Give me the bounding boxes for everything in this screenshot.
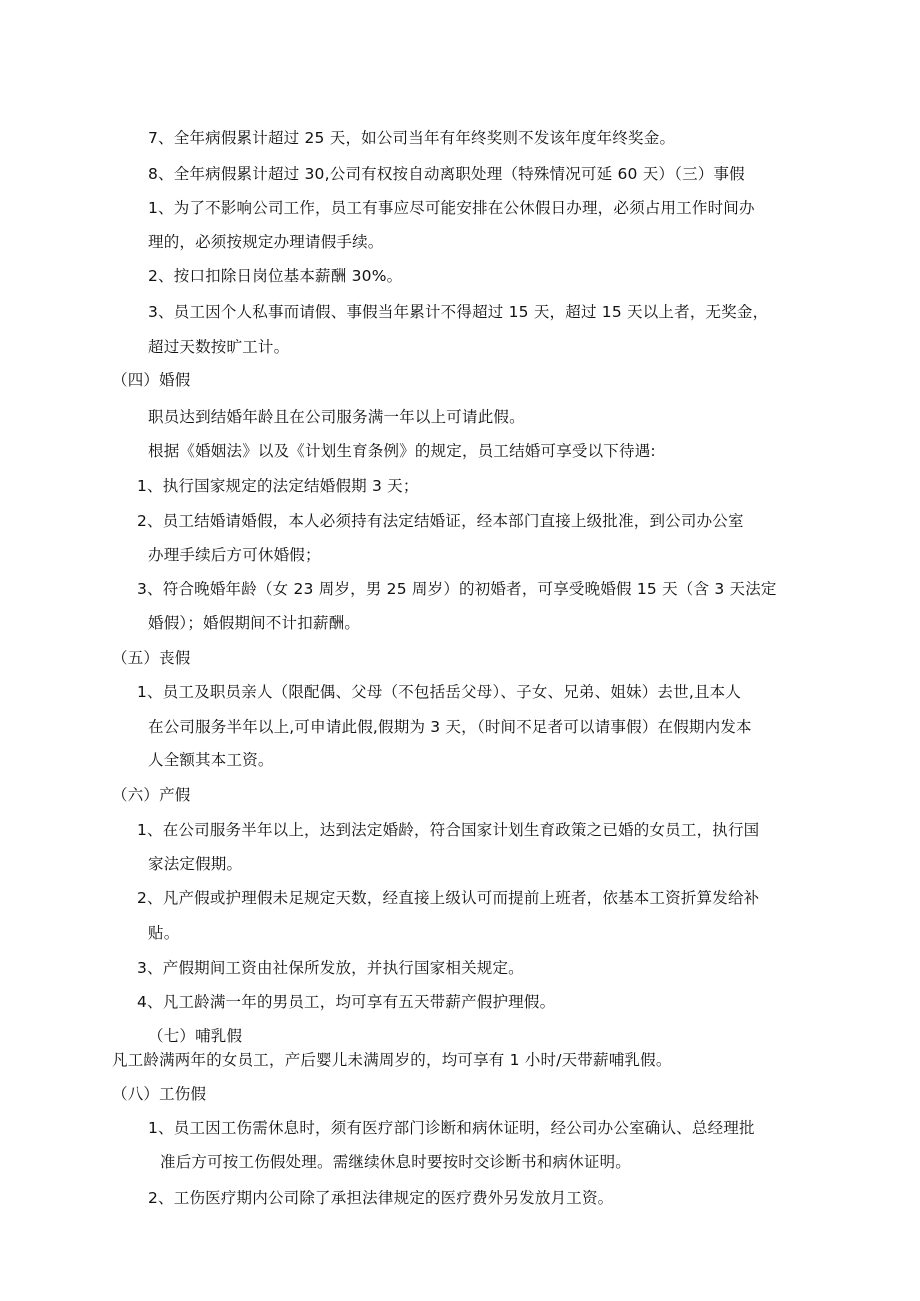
text-line: 超过天数按旷工计。 [148,338,290,356]
text-line: 婚假）；婚假期间不计扣薪酬。 [148,614,361,632]
text-line: 家法定假期。 [148,855,243,873]
text-line: 凡工龄满两年的女员工，产后婴儿未满周岁的，均可享有 1 小时/天带薪哺乳假。 [112,1051,672,1069]
text-line: 3、产假期间工资由社保所发放，并执行国家相关规定。 [137,959,524,977]
text-line: 2、按口扣除日岗位基本薪酬 30%。 [148,267,403,285]
text-line: 8、全年病假累计超过 30,公司有权按自动离职处理（特殊情况可延 60 天）（三）事假 [148,165,745,183]
text-line: 人全额其本工资。 [148,751,274,769]
text-line: 在公司服务半年以上,可申请此假,假期为 3 天，（时间不足者可以请事假）在假期内发本 [148,718,752,736]
text-line: 3、员工因个人私事而请假、事假当年累计不得超过 15 天，超过 15 天以上者，无奖金， [148,303,769,321]
text-line: 理的，必须按规定办理请假手续。 [148,233,384,251]
text-line: 7、全年病假累计超过 25 天，如公司当年有年终奖则不发该年度年终奖金。 [148,129,676,147]
text-line: 2、工伤医疗期内公司除了承担法律规定的医疗费外另发放月工资。 [148,1189,614,1207]
section-heading: （五）丧假 [112,649,191,667]
text-line: 1、在公司服务半年以上，达到法定婚龄，符合国家计划生育政策之已婚的女员工，执行国 [137,821,760,839]
text-line: 1、执行国家规定的法定结婚假期 3 天； [137,477,419,495]
text-line: 3、符合晚婚年龄（女 23 周岁，男 25 周岁）的初婚者，可享受晚婚假 15 天（含 3 天法定 [137,580,777,598]
text-line: 1、员工因工伤需休息时，须有医疗部门诊断和病休证明，经公司办公室确认、总经理批 [148,1119,755,1137]
section-heading: （七）哺乳假 [148,1027,243,1045]
section-heading: （八）工伤假 [112,1085,207,1103]
text-line: 4、凡工龄满一年的男员工，均可享有五天带薪产假护理假。 [137,993,556,1011]
text-line: 2、员工结婚请婚假，本人必须持有法定结婚证，经本部门直接上级批准，到公司办公室 [137,512,744,530]
section-heading: （六）产假 [112,786,191,804]
text-line: 准后方可按工伤假处理。需继续休息时要按时交诊断书和病休证明。 [160,1153,632,1171]
section-heading: （四）婚假 [112,371,191,389]
text-line: 1、为了不影响公司工作，员工有事应尽可能安排在公休假日办理，必须占用工作时间办 [148,199,755,217]
text-line: 贴。 [148,924,180,942]
text-line: 2、凡产假或护理假未足规定天数，经直接上级认可而提前上班者，依基本工资折算发给补 [137,889,760,907]
text-line: 根据《婚姻法》以及《计划生育条例》的规定，员工结婚可享受以下待遇: [148,442,656,460]
text-line: 办理手续后方可休婚假； [148,546,321,564]
text-line: 职员达到结婚年龄且在公司服务满一年以上可请此假。 [148,408,525,426]
text-line: 1、员工及职员亲人（限配偶、父母（不包括岳父母）、子女、兄弟、姐妹）去世,且本人 [137,683,742,701]
